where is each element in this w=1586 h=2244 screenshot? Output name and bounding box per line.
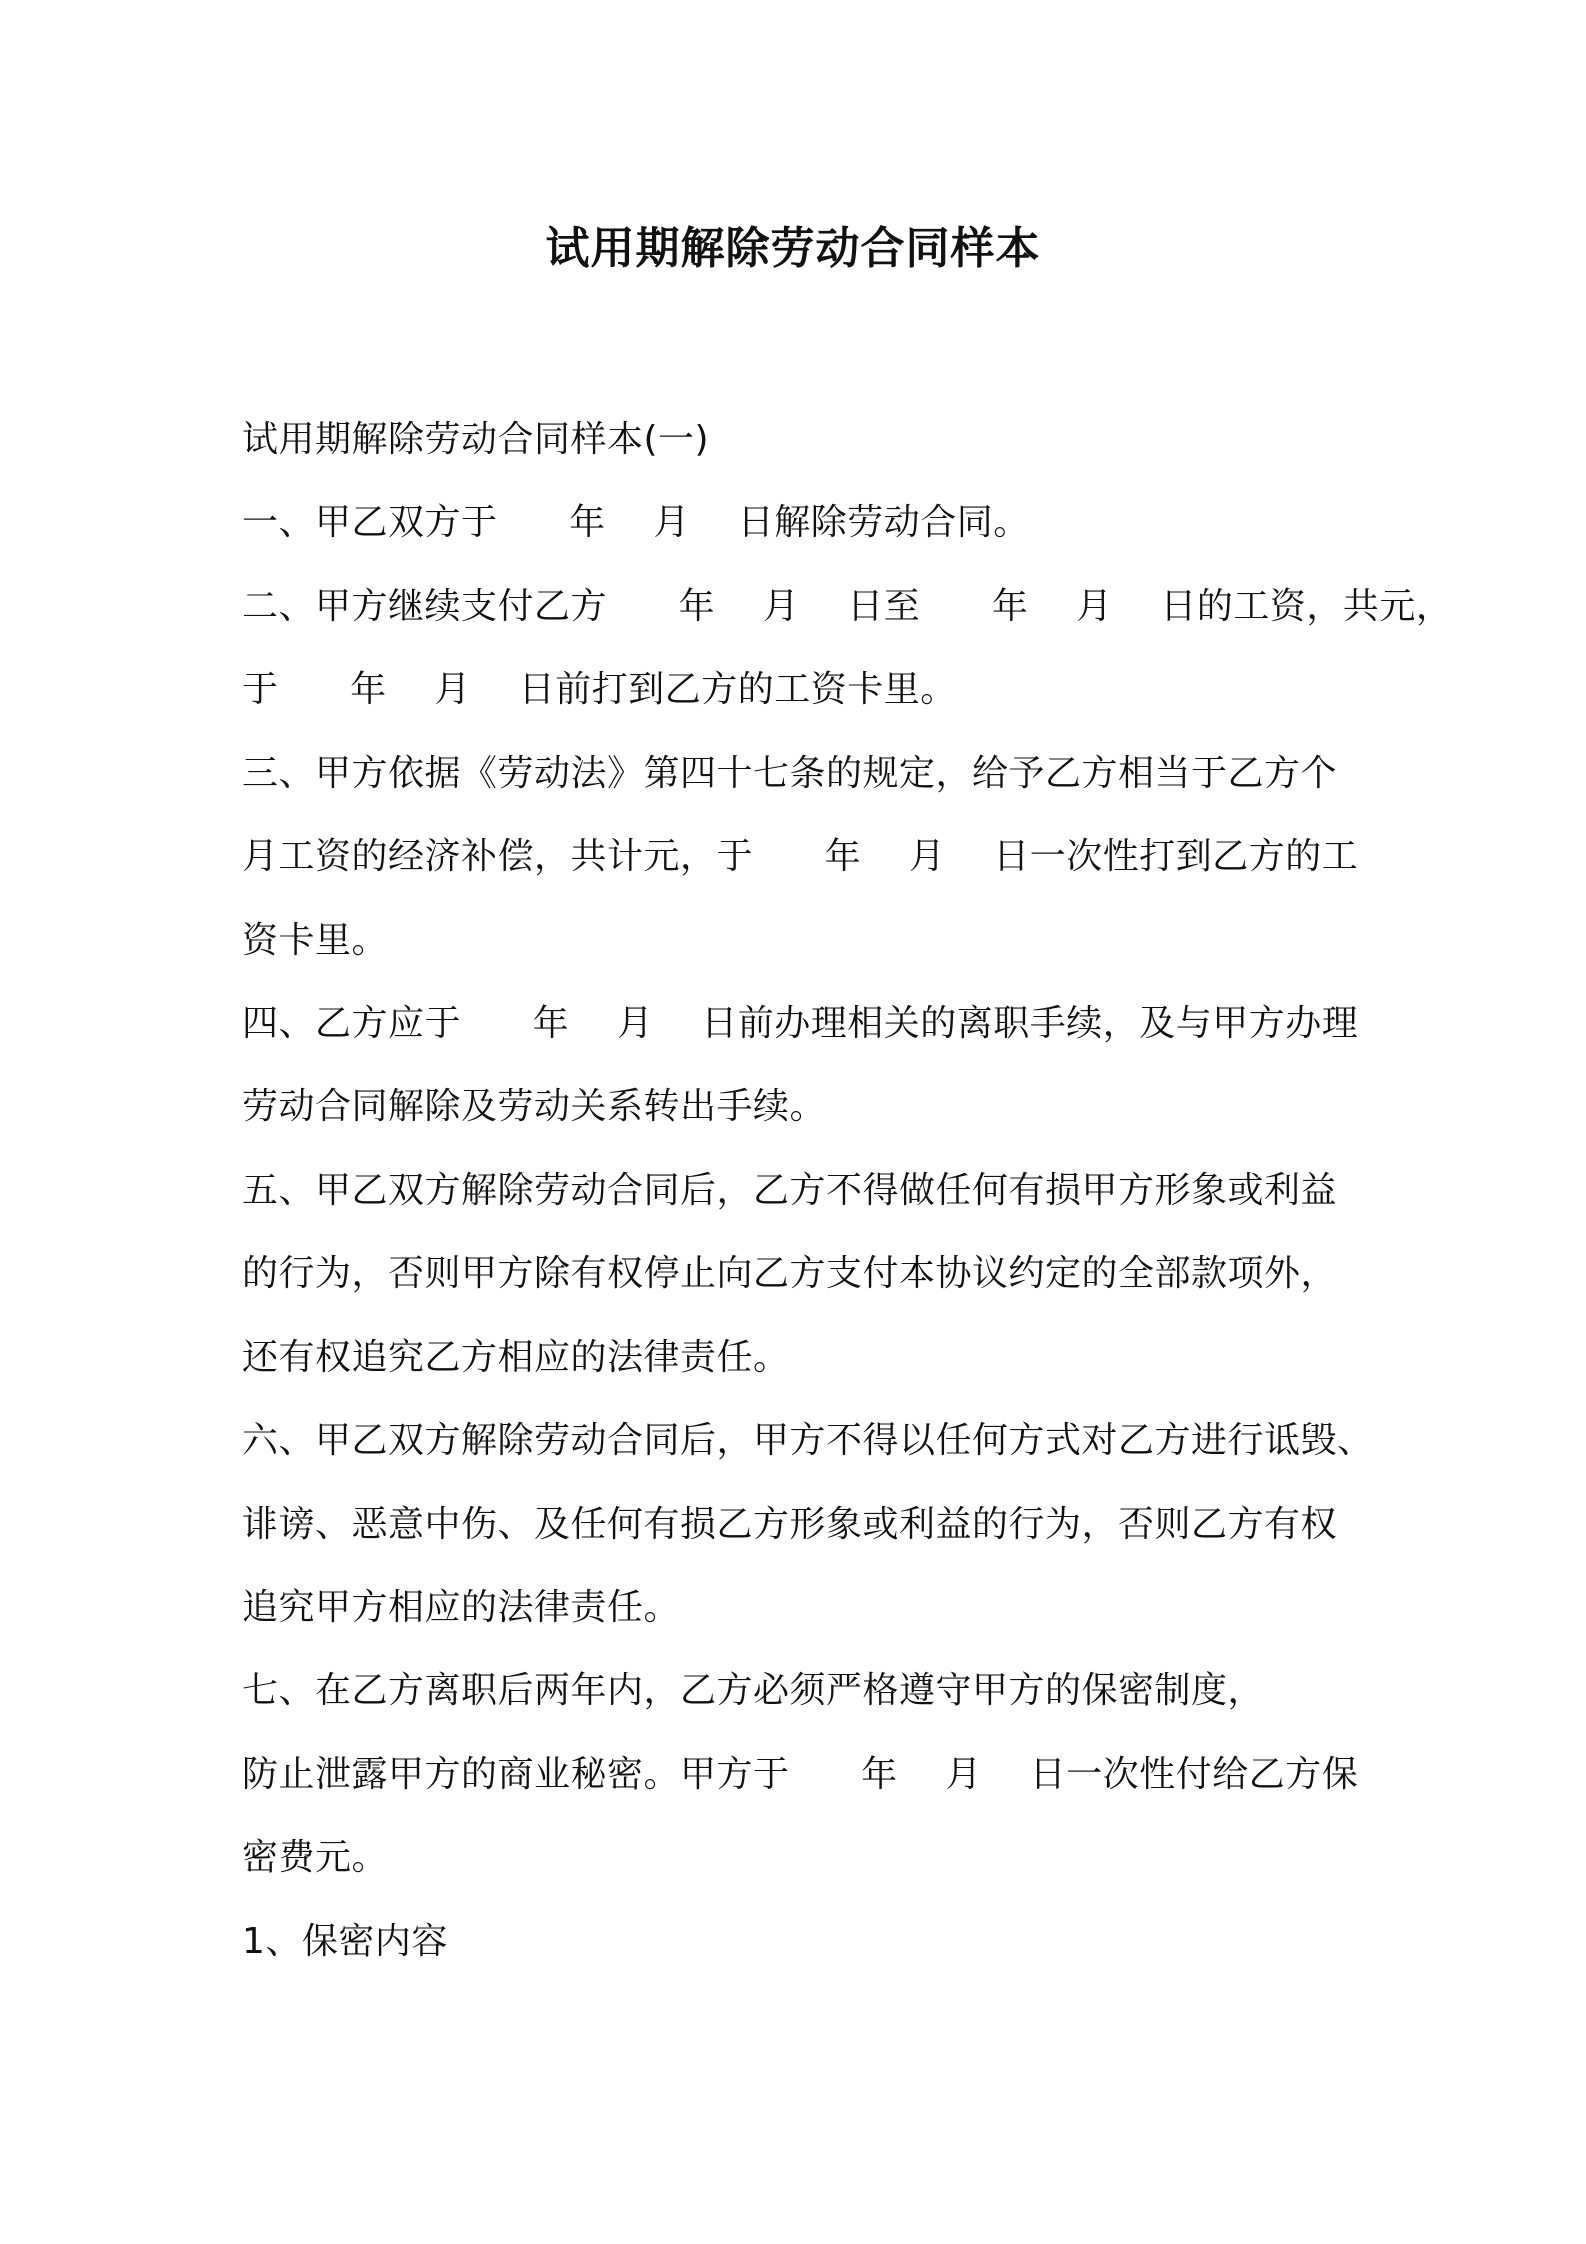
clause-5-line-2: 的行为，否则甲方除有权停止向乙方支付本协议约定的全部款项外，: [242, 1253, 1338, 1294]
clause-6-line-1: 六、甲乙双方解除劳动合同后，甲方不得以任何方式对乙方进行诋毁、: [242, 1420, 1374, 1461]
clause-3-line-2: 月工资的经济补偿，共计元，于 年 月 日一次性打到乙方的工: [242, 836, 1359, 877]
document-title: 试用期解除劳动合同样本: [545, 223, 1041, 274]
section-heading: 试用期解除劳动合同样本(一): [242, 419, 710, 460]
clause-5-line-1: 五、甲乙双方解除劳动合同后，乙方不得做任何有损甲方形象或利益: [242, 1170, 1338, 1211]
clause-2-line-2: 于 年 月 日前打到乙方的工资卡里。: [242, 669, 957, 710]
clause-3-line-3: 资卡里。: [242, 920, 389, 961]
clause-6-line-2: 诽谤、恶意中伤、及任何有损乙方形象或利益的行为，否则乙方有权: [242, 1504, 1338, 1545]
clause-2-line-1: 二、甲方继续支付乙方 年 月 日至 年 月 日的工资，共元，: [242, 586, 1453, 627]
clause-3-line-1: 三、甲方依据《劳动法》第四十七条的规定，给予乙方相当于乙方个: [242, 753, 1338, 794]
clause-7-line-2: 防止泄露甲方的商业秘密。甲方于 年 月 日一次性付给乙方保: [242, 1754, 1359, 1795]
clause-7-line-1: 七、在乙方离职后两年内，乙方必须严格遵守甲方的保密制度，: [242, 1670, 1265, 1711]
subclause-1-heading: 1、保密内容: [242, 1921, 448, 1962]
clause-6-line-3: 追究甲方相应的法律责任。: [242, 1587, 681, 1628]
clause-1-line-1: 一、甲乙双方于 年 月 日解除劳动合同。: [242, 502, 1030, 543]
clause-4-line-1: 四、乙方应于 年 月 日前办理相关的离职手续，及与甲方办理: [242, 1003, 1359, 1044]
clause-4-line-2: 劳动合同解除及劳动关系转出手续。: [242, 1086, 827, 1127]
clause-7-line-3: 密费元。: [242, 1837, 389, 1878]
clause-5-line-3: 还有权追究乙方相应的法律责任。: [242, 1337, 790, 1378]
